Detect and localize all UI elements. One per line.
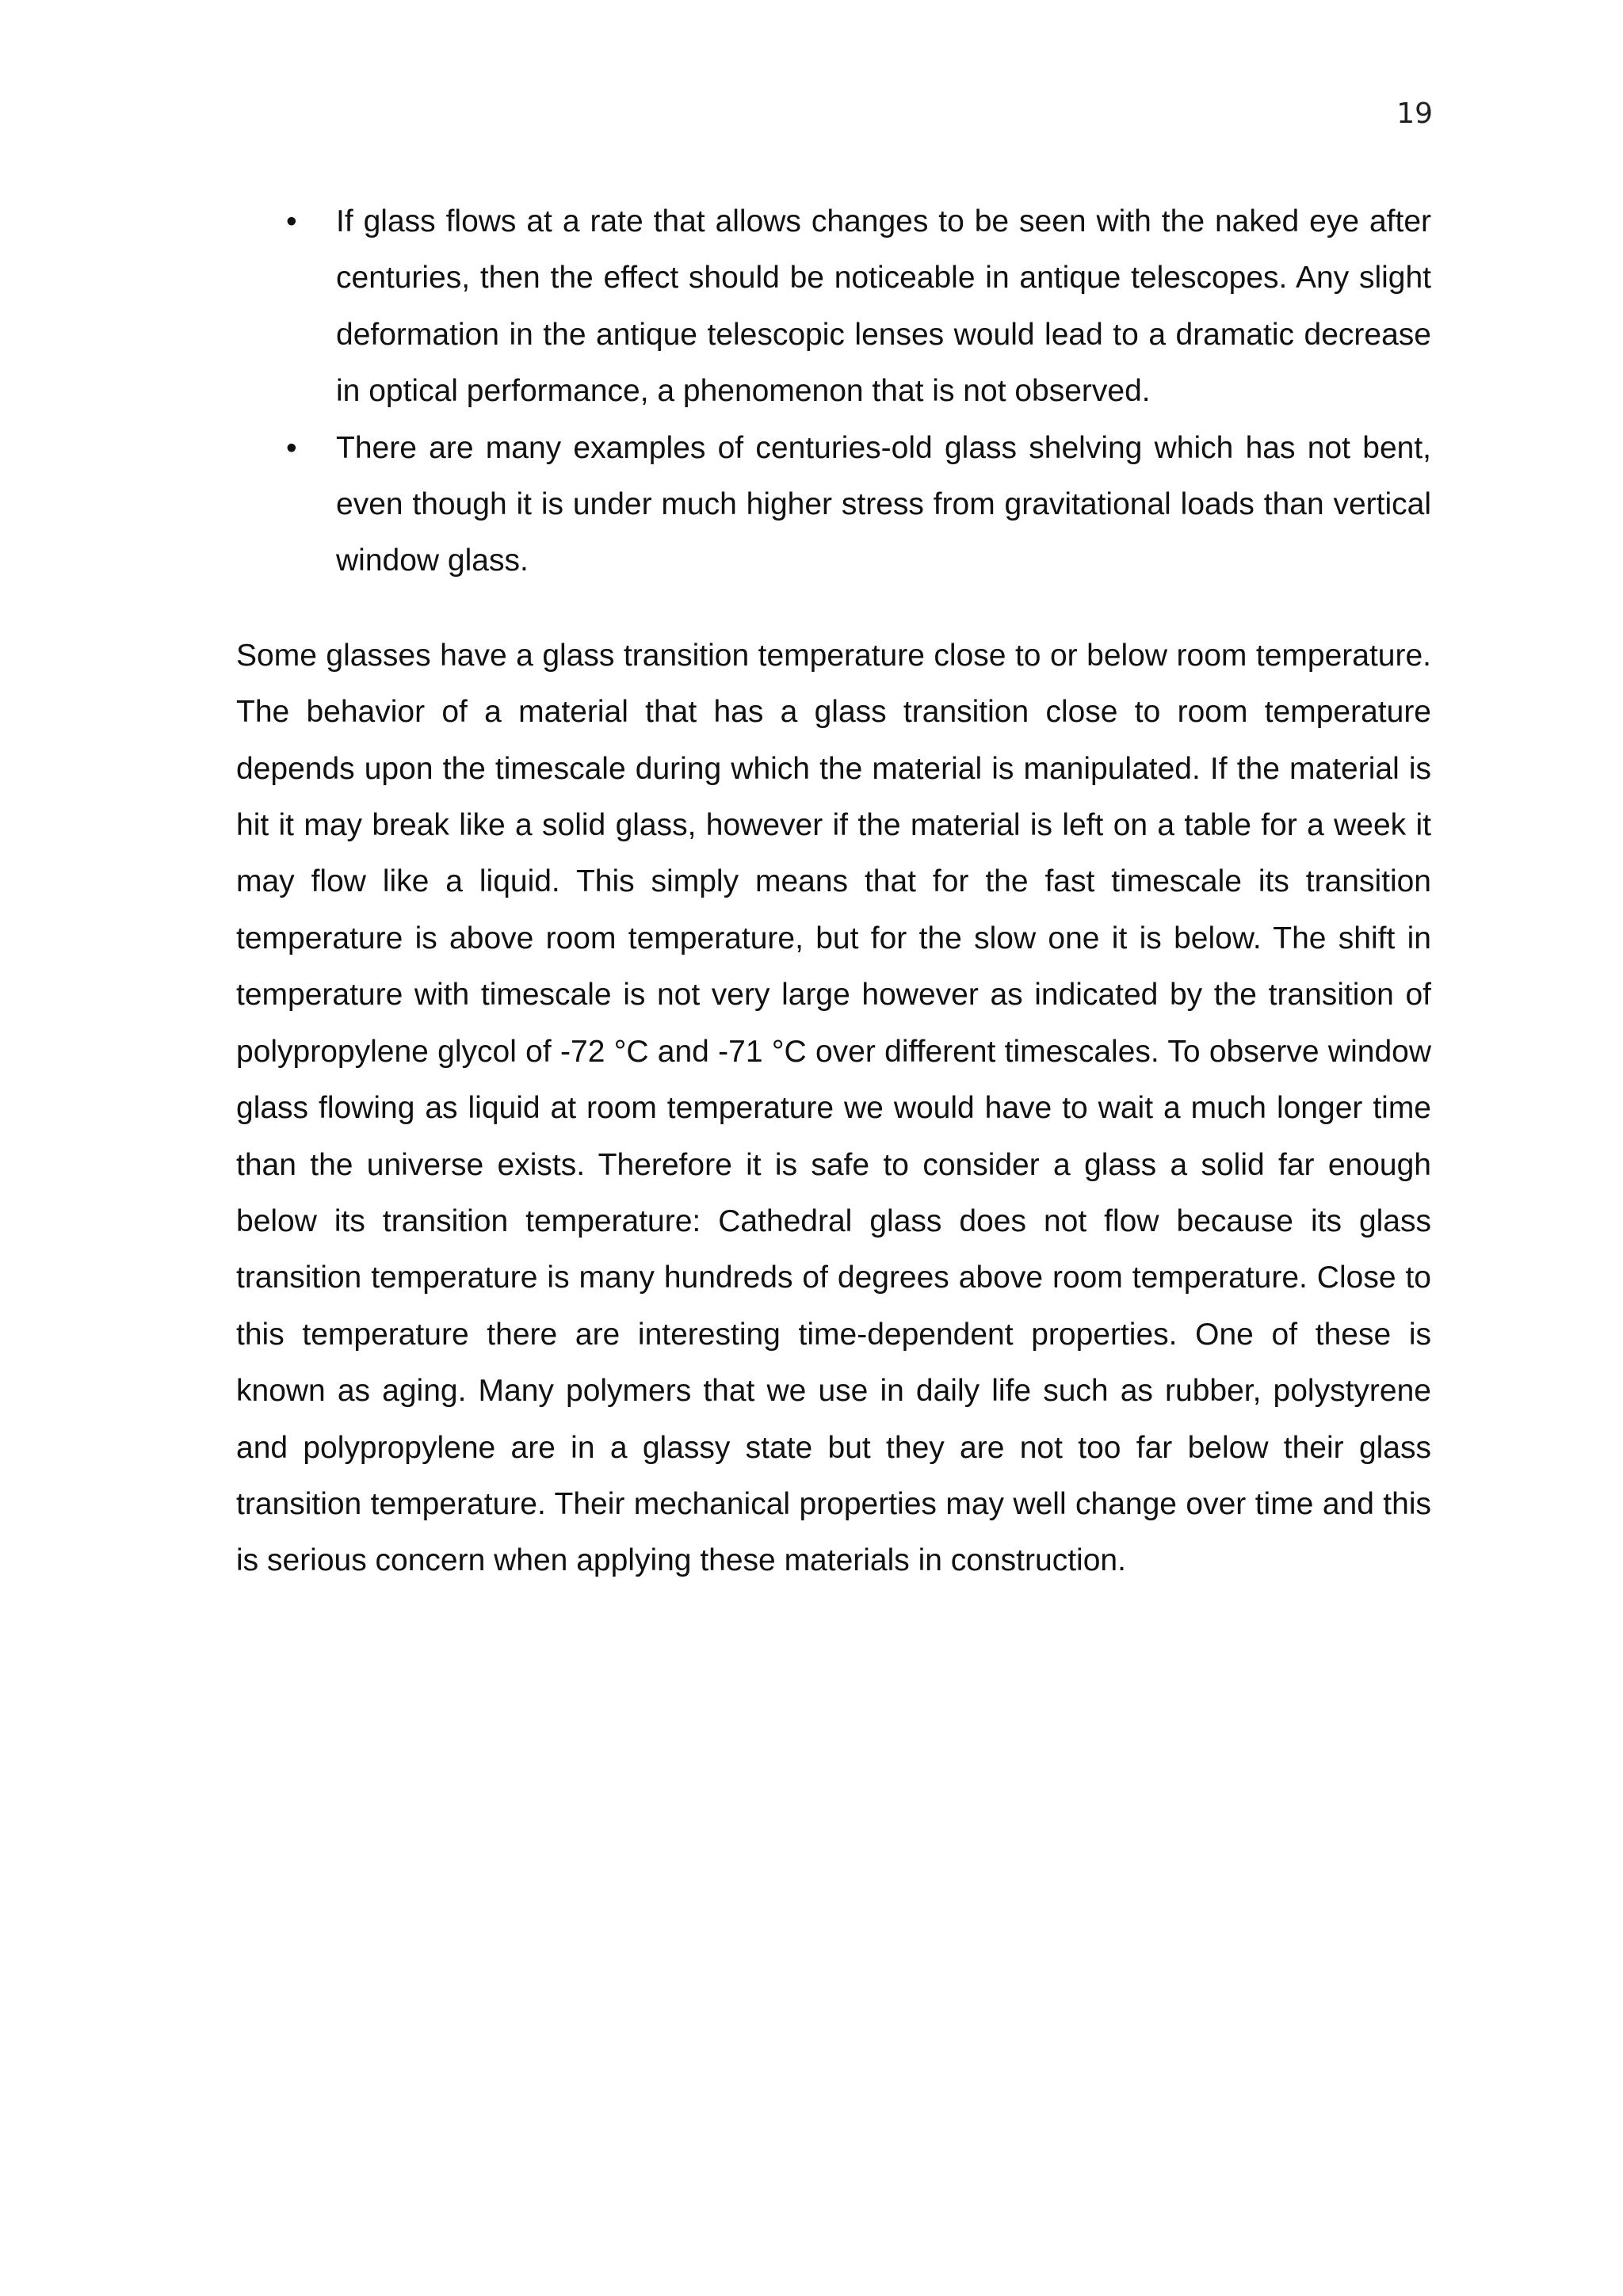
- page-number: 19: [1396, 97, 1433, 130]
- body-paragraph: Some glasses have a glass transition temperature close to or below room temperature. The behavior of a material that has a glass transition close to room temperature depends upon the timescale during which the material is manipulated. If the material is hit it may break like a solid glass, however if the material is left on a table for a week it may flow like a liquid. This simply means that for the fast timescale its transition temperature is above room temperature, but for the slow one it is below. The shift in temperature with timescale is not very large however as indicated by the transition of polypropylene glycol of -72 °C and -71 °C over different timescales. To observe window glass flowing as liquid at room temperature we would have to wait a much longer time than the universe exists. Therefore it is safe to consider a glass a solid far enough below its transition temperature: Cathedral glass does not flow because its glass transition temperature is many hundreds of degrees above room temperature. Close to this temperature there are interesting time-dependent properties. One of these is known as aging. Many polymers that we use in daily life such as rubber, polystyrene and polypropylene are in a glassy state but they are not too far below their glass transition temperature. Their mechanical properties may well change over time and this is serious concern when applying these materials in construction.: [236, 638, 1431, 1578]
- bullet-marker: •: [286, 204, 297, 238]
- bullet-marker: •: [286, 430, 297, 465]
- bullet-item: [236, 420, 1431, 589]
- bullet-text: If glass flows at a rate that allows changes to be seen with the naked eye after centuries, then the effect should be noticeable in antique telescopes. Any slight deformation in the antique telescopic lenses would lead to a dramatic decrease in optical performance, a phenomenon that is not observed.: [336, 204, 1431, 409]
- page-content: [236, 193, 1431, 1589]
- bullet-item: [236, 193, 1431, 420]
- bullet-list: [236, 193, 1431, 589]
- bullet-text: There are many examples of centuries-old glass shelving which has not bent, even though it is under much higher stress from gravitational loads than vertical window glass.: [336, 430, 1431, 578]
